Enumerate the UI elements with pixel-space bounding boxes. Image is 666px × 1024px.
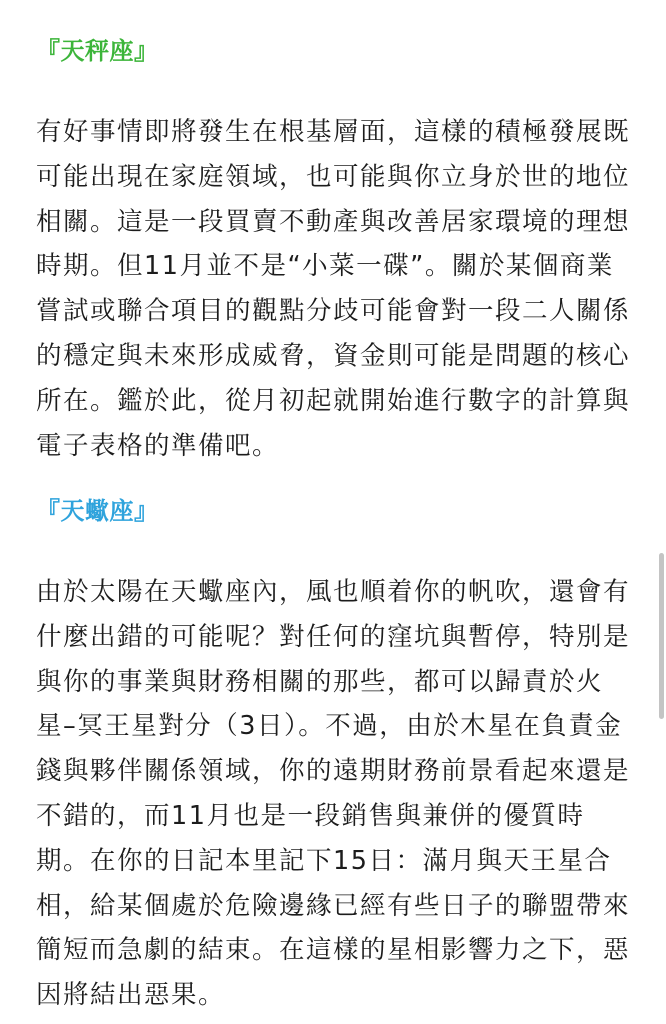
section-body-scorpio: 由於太陽在天蠍座內，風也順着你的帆吹，還會有什麼出錯的可能呢？對任何的窪坑與暫停，特別是與你的事業與財務相關的那些，都可以歸責於火星–冥王星對分（3日）。不過，由於木星在負責金錢與夥伴關係領域，你的遠期財務前景看起來還是不錯的，而11月也是一段銷售與兼併的優質時期。在你的日記本里記下15日：滿月與天王星合相，給某個處於危險邊緣已經有些日子的聯盟帶來簡短而急劇的結束。在這樣的星相影響力之下，惡因將結出惡果。 [36, 577, 631, 1011]
section-title-libra: 『天秤座』 [36, 37, 159, 65]
scrollbar-thumb[interactable] [659, 553, 664, 719]
section-body-libra: 有好事情即將發生在根基層面，這樣的積極發展既可能出現在家庭領域，也可能與你立身於世的地位相關。這是一段買賣不動產與改善居家環境的理想時期。但11月並不是“小菜一碟”。關於某個商業嘗試或聯合項目的觀點分歧可能會對一段二人關係的穩定與未來形成威脅，資金則可能是問題的核心所在。鑑於此，從月初起就開始進行數字的計算與電子表格的準備吧。 [36, 117, 631, 461]
section-title-scorpio: 『天蠍座』 [36, 497, 159, 525]
